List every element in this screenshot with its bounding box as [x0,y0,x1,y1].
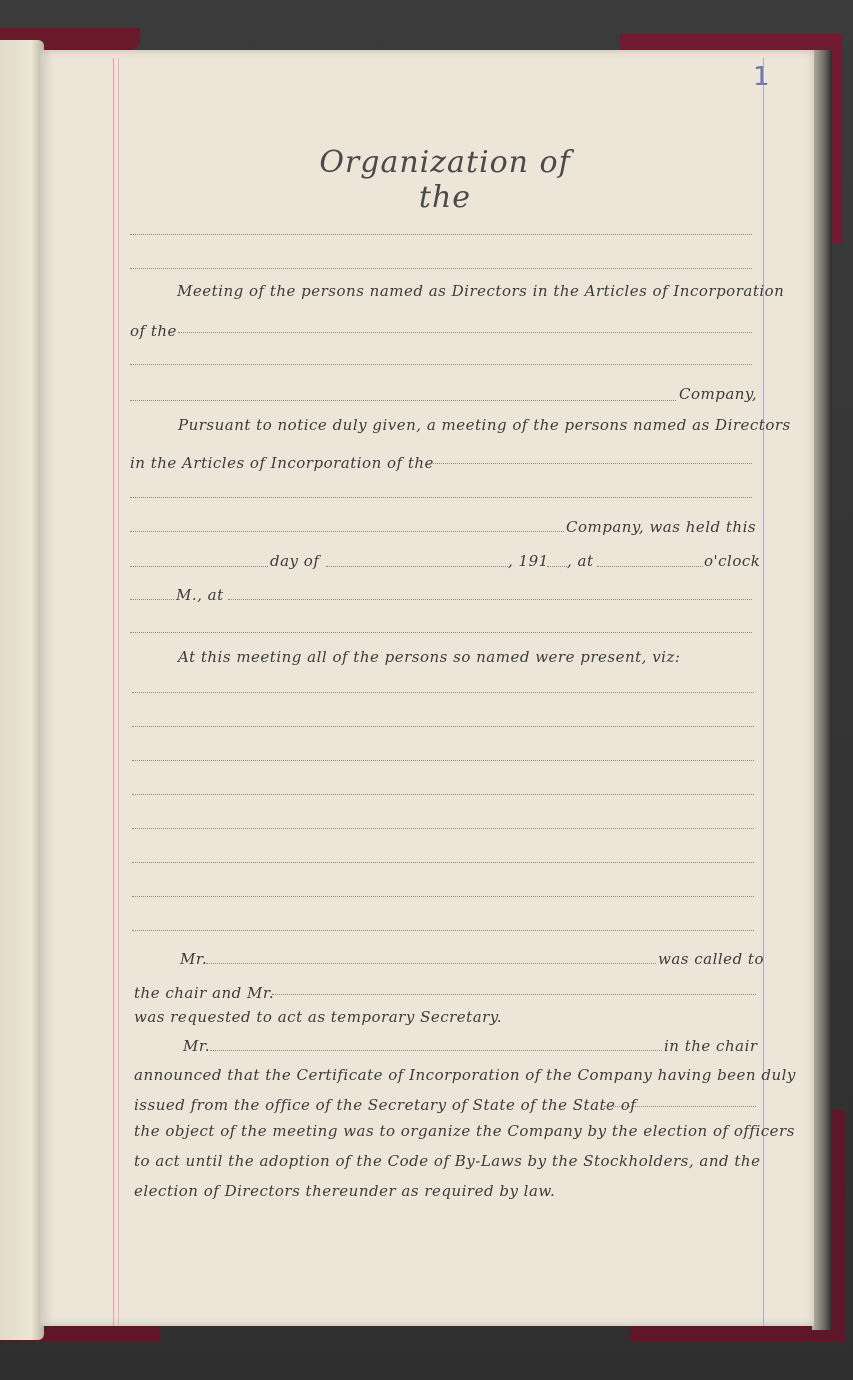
blank-line [206,963,656,964]
text-line: in the Articles of Incorporation of the [130,454,434,472]
blank-line [604,1106,756,1107]
left-margin-rule [113,58,114,1326]
blank-line [132,794,754,795]
text-line: Mr. [180,950,208,968]
text-line: o'clock [704,552,761,570]
text-line: , at [567,552,594,570]
blank-line [130,268,752,269]
text-line: Pursuant to notice duly given, a meeting of the persons named as Directors [178,416,791,434]
blank-line [130,566,268,567]
blank-line [132,862,754,863]
text-line: the chair and Mr. [134,984,275,1002]
text-line: , 191 [508,552,549,570]
blank-line [547,566,567,567]
text-line: was requested to act as temporary Secretary. [134,1008,503,1026]
blank-line [130,599,174,600]
blank-line [132,828,754,829]
text-line: election of Directors thereunder as required by law. [134,1182,556,1200]
blank-line [132,760,754,761]
blank-line [132,896,754,897]
blank-line [210,1050,662,1051]
blank-line [326,566,508,567]
blank-line [178,332,752,333]
blank-line [130,364,752,365]
page-heading: Organization of the [319,145,571,215]
text-line: issued from the office of the Secretary of State of the State of [134,1096,637,1114]
left-margin-rule-inner [118,58,119,1326]
text-line: the object of the meeting was to organize the Company by the election of officers [134,1122,795,1140]
text-line: Company, [679,385,758,403]
blank-line [130,497,752,498]
text-line: day of [270,552,320,570]
blank-line [426,463,752,464]
text-line: was called to [658,950,764,968]
blank-line [228,599,752,600]
left-page-edge [0,40,44,1340]
text-line: in the chair [664,1037,758,1055]
text-line: M., at [176,586,224,604]
blank-line [130,400,676,401]
blank-line [132,930,754,931]
page-edges-right [812,50,832,1330]
text-line: announced that the Certificate of Incorporation of the Company having been duly [134,1066,796,1084]
blank-line [130,632,752,633]
text-line: to act until the adoption of the Code of By-Laws by the Stockholders, and the [134,1152,761,1170]
blank-line [130,234,752,235]
text-line: Company, was held this [566,518,757,536]
blank-line [132,692,754,693]
blank-line [272,994,756,995]
blank-line [130,531,564,532]
text-line: Mr. [183,1037,211,1055]
text-line: At this meeting all of the persons so named were present, viz: [178,648,681,666]
text-line: of the [130,322,177,340]
blank-line [132,726,754,727]
page-number: 1 [753,62,770,92]
text-line: Meeting of the persons named as Directors in the Articles of Incorporation [177,282,785,300]
blank-line [597,566,703,567]
